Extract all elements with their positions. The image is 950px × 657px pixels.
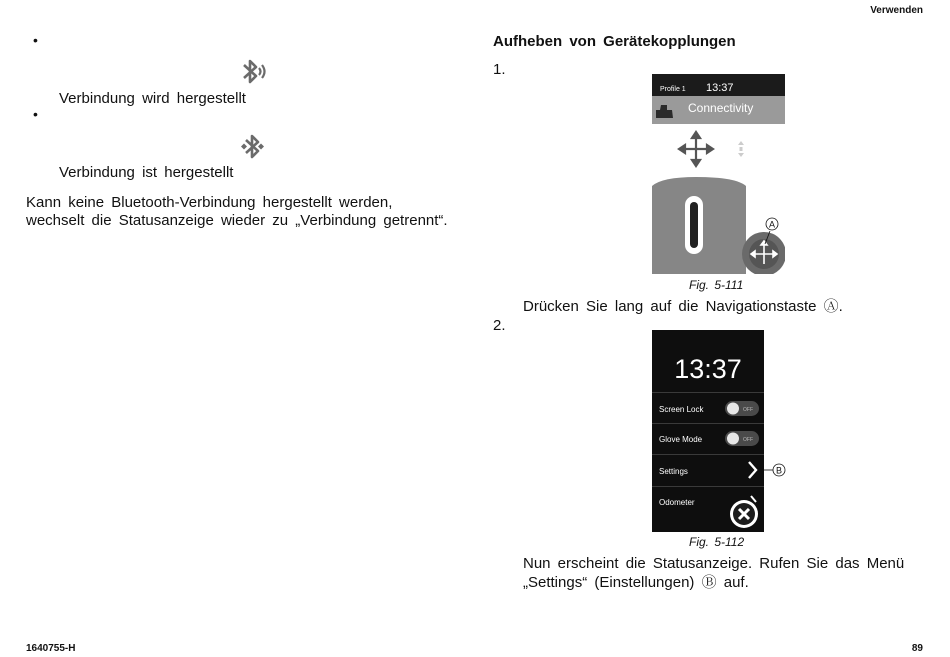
step-number-1: 1. (493, 61, 506, 78)
svg-text:B: B (775, 465, 783, 476)
move-arrows-icon (679, 132, 713, 166)
step-2-text-line-2: „Settings“ (Einstellungen) Ⓑ auf. (523, 574, 749, 591)
document-number: 1640755-H (26, 643, 76, 654)
svg-text:OFF: OFF (743, 407, 753, 413)
settings-label: Settings (659, 467, 688, 476)
clock-time: 13:37 (674, 354, 742, 384)
screen-lock-label: Screen Lock (659, 405, 704, 414)
bullet: • (33, 32, 38, 48)
note-line-1: Kann keine Bluetooth-Verbindung hergestellt werden, (26, 194, 393, 211)
running-header: Verwenden (870, 5, 923, 16)
note-line-2: wechselt die Statusanzeige wieder zu „Verbindung getrennt“. (26, 212, 448, 229)
figure-5-112 (652, 330, 802, 532)
page-number: 89 (911, 643, 923, 654)
menu-title: Connectivity (688, 101, 754, 115)
section-heading: Aufheben von Gerätekopplungen (493, 33, 736, 50)
item-connected-label: Verbindung ist hergestellt (59, 164, 234, 181)
figure-caption: Fig. 5-112 (689, 535, 745, 549)
clock-time: 13:37 (706, 82, 734, 94)
step-number-2: 2. (493, 317, 506, 334)
figure-caption: Fig. 5-111 (689, 278, 744, 292)
step-2-text-line-1: Nun erscheint die Statusanzeige. Rufen Sie das Menü (523, 555, 905, 572)
svg-text:A: A (768, 219, 776, 230)
bluetooth-connecting-icon (238, 57, 268, 87)
glove-mode-label: Glove Mode (659, 435, 703, 444)
item-connecting-label: Verbindung wird hergestellt (59, 90, 246, 107)
bluetooth-connected-icon (237, 132, 269, 162)
profile-label: Profile 1 (660, 86, 686, 93)
figure-5-111 (652, 74, 785, 274)
scroll-indicator-icon (738, 141, 744, 157)
odometer-label: Odometer (659, 498, 695, 507)
bullet: • (33, 106, 38, 122)
step-1-text: Drücken Sie lang auf die Navigationstaste Ⓐ. (523, 298, 843, 315)
svg-text:OFF: OFF (743, 437, 753, 443)
